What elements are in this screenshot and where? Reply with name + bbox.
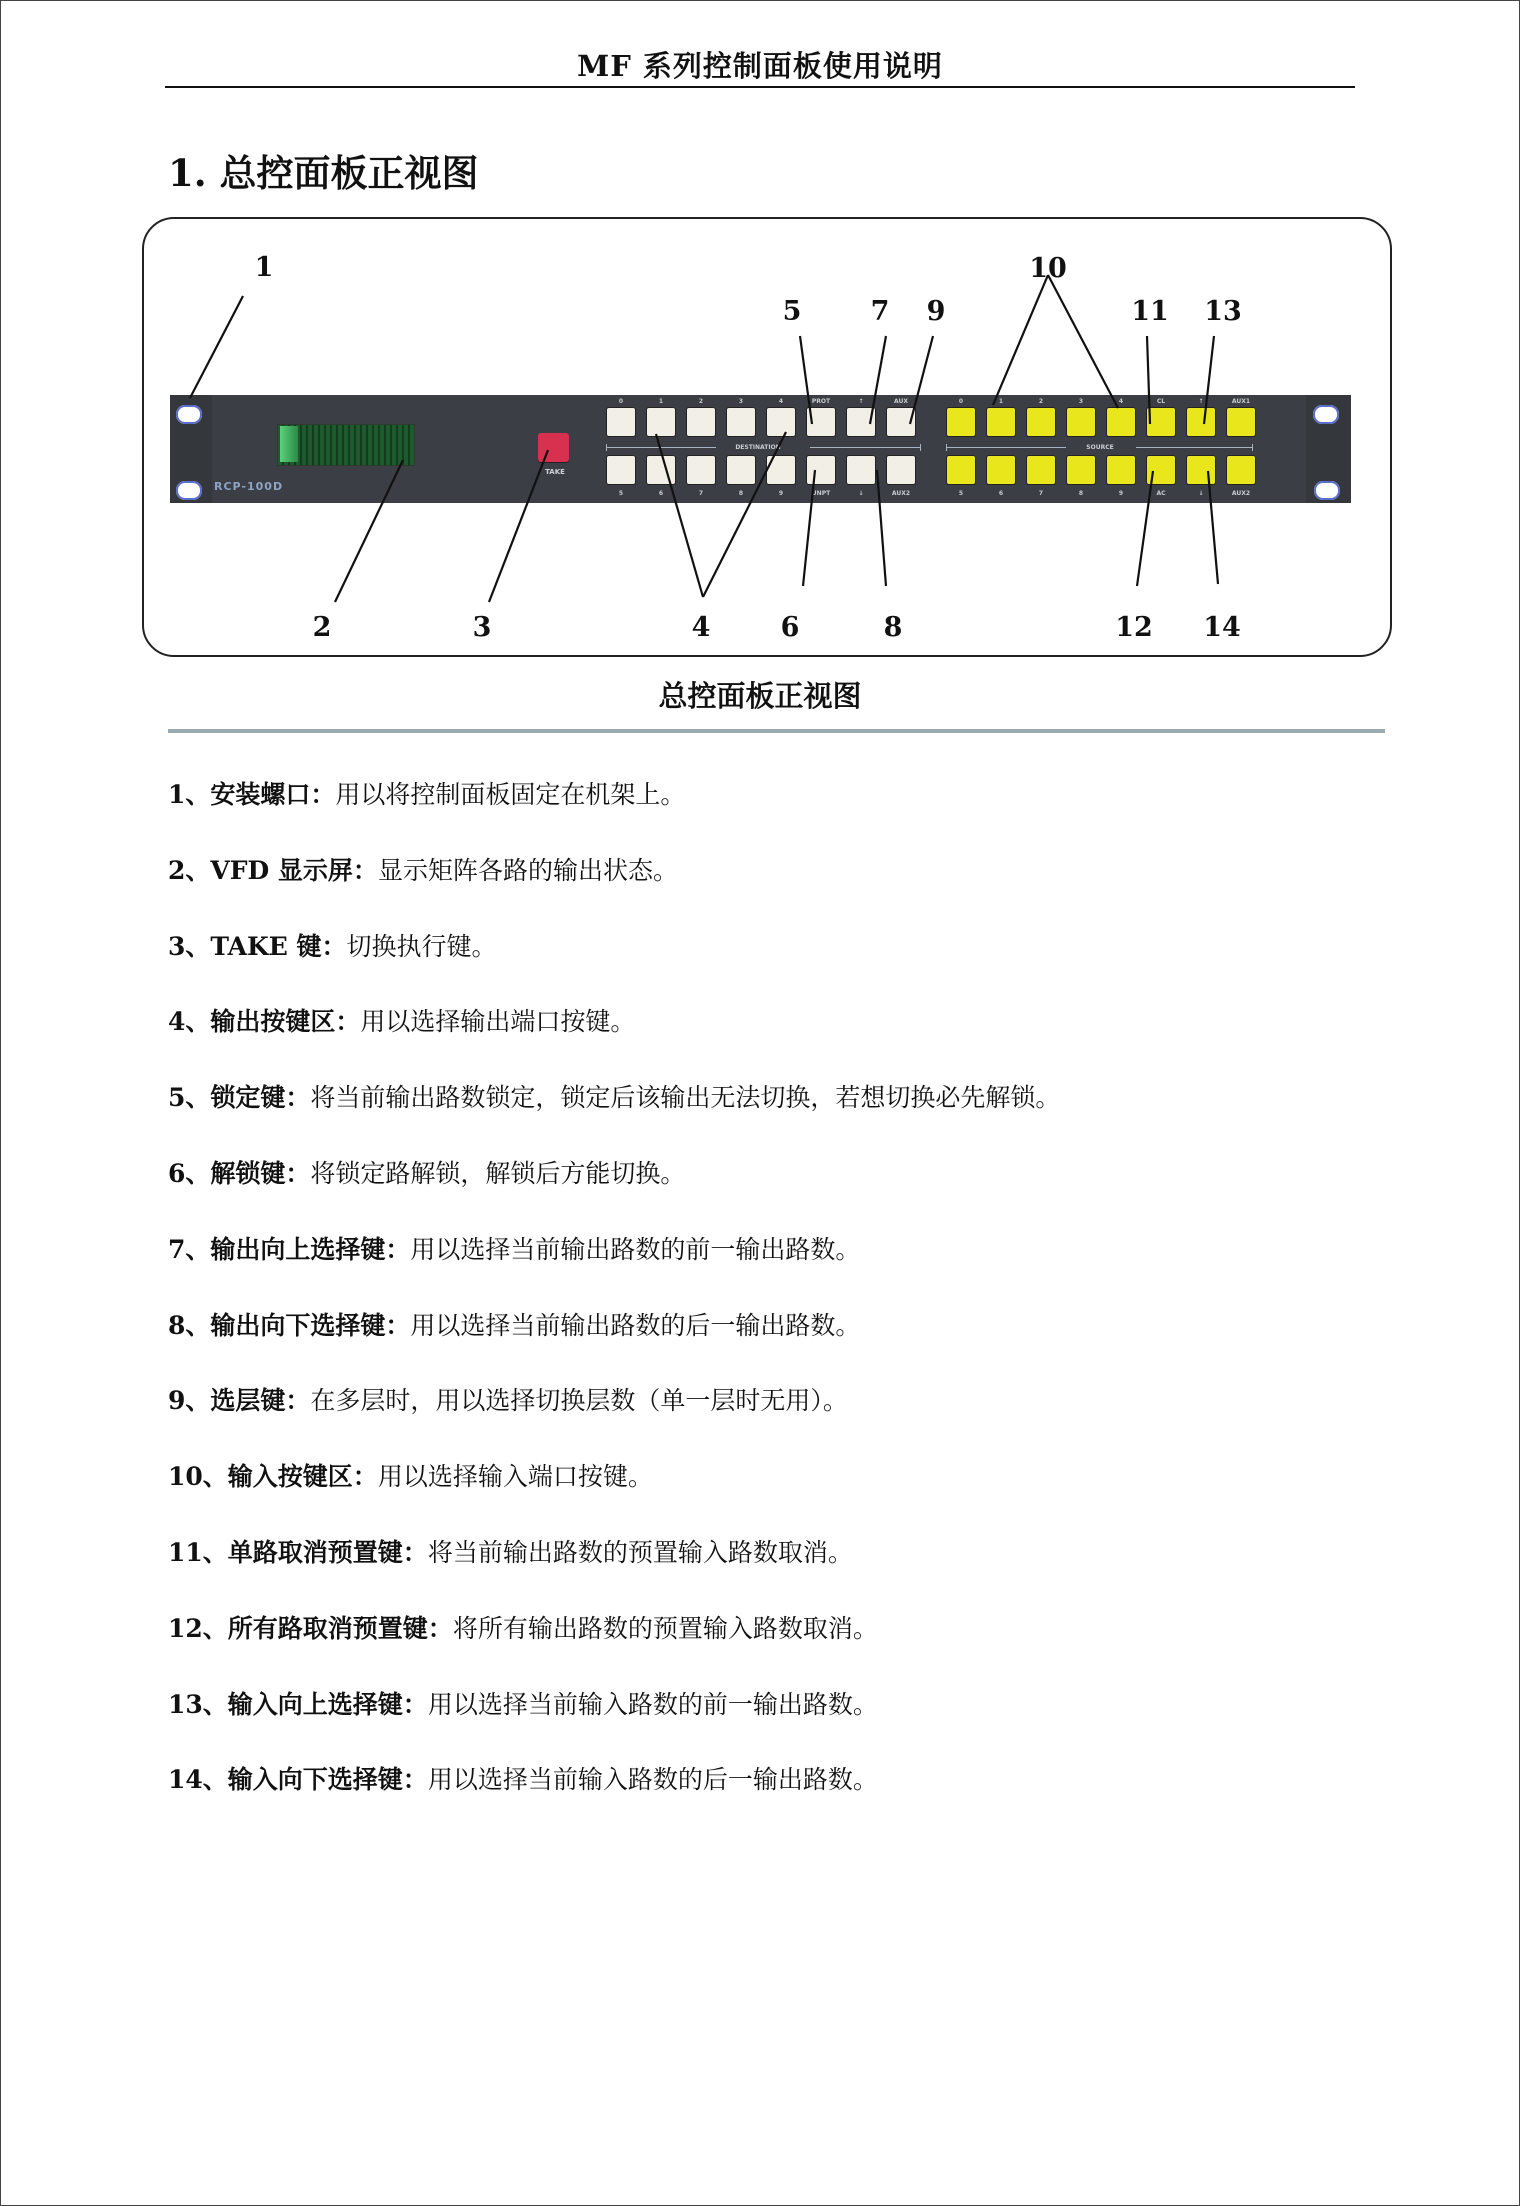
- vfd-glow: [280, 426, 298, 462]
- legend-item-num: 6、: [168, 1159, 211, 1188]
- callout-3: 3: [472, 612, 492, 643]
- legend-item-desc: 将锁定路解锁，解锁后方能切换。: [310, 1159, 686, 1188]
- take-key: [538, 433, 569, 462]
- destination-key: [606, 455, 636, 485]
- source-key: [986, 407, 1016, 437]
- callout-14: 14: [1203, 612, 1241, 643]
- figure-caption: 总控面板正视图: [658, 679, 862, 713]
- source-key: [1026, 407, 1056, 437]
- legend-item-num: 3、: [168, 931, 211, 961]
- source-bottom-key-label: AC: [1156, 490, 1166, 497]
- callout-6: 6: [780, 612, 800, 643]
- destination-key: [646, 455, 676, 485]
- callout-11: 11: [1131, 296, 1169, 327]
- legend-item-term: VFD 显示屏：: [210, 855, 378, 885]
- source-top-key-label: AUX1: [1231, 398, 1251, 405]
- source-key: [1106, 455, 1136, 485]
- callout-4: 4: [691, 612, 711, 643]
- source-group-rule: [946, 447, 1066, 448]
- destination-key: [766, 407, 796, 437]
- source-bottom-key-label: AUX2: [1231, 490, 1251, 497]
- source-key: [1226, 407, 1256, 437]
- legend-item: [168, 1685, 878, 1721]
- source-group-rule: [1136, 447, 1252, 448]
- destination-group-rule: [810, 447, 920, 448]
- callout-9: 9: [926, 296, 946, 327]
- legend-item: [168, 927, 497, 963]
- destination-top-key-label: PROT: [811, 398, 831, 405]
- source-key: [1146, 407, 1176, 437]
- rule-tick: [920, 444, 921, 451]
- destination-top-key-label: AUX: [894, 398, 908, 405]
- callout-7: 7: [870, 296, 890, 327]
- source-bottom-key-label: 6: [998, 490, 1004, 497]
- source-key: [1026, 455, 1056, 485]
- legend-item-desc: 用以选择输出端口按键。: [360, 1007, 636, 1037]
- source-key: [1066, 407, 1096, 437]
- document-title: MF 系列控制面板使用说明: [577, 49, 943, 83]
- rule-tick: [606, 444, 607, 451]
- legend-item-desc: 将所有输出路数的预置输入路数取消。: [452, 1613, 878, 1643]
- source-bottom-key-label: 8: [1078, 490, 1084, 497]
- legend-item-num: 4、: [168, 1007, 211, 1037]
- source-bottom-key-label: ↓: [1198, 490, 1204, 497]
- legend-item-num: 13、: [168, 1689, 228, 1719]
- destination-key: [646, 407, 676, 437]
- legend-item-term: 锁定键：: [210, 1083, 311, 1113]
- destination-key: [806, 407, 836, 437]
- destination-bottom-key-label: UNPT: [811, 490, 831, 497]
- source-top-key-label: 3: [1078, 398, 1084, 405]
- rule-tick: [946, 444, 947, 451]
- legend-item-num: 9、: [168, 1386, 211, 1416]
- legend-item-desc: 用以选择当前输入路数的前一输出路数。: [427, 1689, 878, 1719]
- legend-item-desc: 用以选择输入端口按键。: [377, 1462, 653, 1492]
- legend-item-term: 输入向上选择键：: [227, 1689, 428, 1719]
- source-key: [1066, 455, 1096, 485]
- destination-bottom-key-label: 8: [738, 490, 744, 497]
- mount-hole-icon: [176, 481, 202, 500]
- legend-item-num: 11、: [168, 1538, 228, 1567]
- destination-bottom-key-label: 9: [778, 490, 784, 497]
- legend-item-term: 输入按键区：: [227, 1462, 378, 1492]
- source-bottom-key-label: 5: [958, 490, 964, 497]
- source-top-key-label: 2: [1038, 398, 1044, 405]
- callout-13: 13: [1204, 296, 1242, 327]
- legend-item-num: 10、: [168, 1462, 228, 1492]
- legend-item: [168, 1381, 848, 1417]
- legend-item-desc: 用以选择当前输出路数的后一输出路数。: [410, 1310, 861, 1340]
- destination-key: [806, 455, 836, 485]
- legend-item-term: 输出向上选择键：: [210, 1234, 411, 1264]
- title-divider: [165, 86, 1355, 88]
- legend-item-desc: 切换执行键。: [346, 931, 497, 961]
- legend-item-term: 解锁键：: [210, 1159, 311, 1188]
- legend-item: [168, 1154, 685, 1190]
- destination-key: [686, 455, 716, 485]
- source-key: [946, 455, 976, 485]
- legend-item-num: 14、: [168, 1765, 228, 1795]
- legend-item: [168, 1457, 653, 1493]
- source-key: [1106, 407, 1136, 437]
- source-top-key-label: ↑: [1198, 398, 1204, 405]
- source-key: [1226, 455, 1256, 485]
- destination-key: [886, 407, 916, 437]
- legend-item-desc: 用以选择当前输入路数的后一输出路数。: [427, 1765, 878, 1795]
- destination-key: [846, 455, 876, 485]
- destination-bottom-key-label: 5: [618, 490, 624, 497]
- destination-top-key-label: 2: [698, 398, 704, 405]
- legend-item: [168, 1533, 853, 1569]
- destination-key: [726, 407, 756, 437]
- source-key: [946, 407, 976, 437]
- legend-item-term: 输出按键区：: [210, 1007, 361, 1037]
- callout-8: 8: [883, 612, 903, 643]
- legend-item-desc: 将当前输出路数的预置输入路数取消。: [427, 1538, 853, 1567]
- section-heading: 1. 总控面板正视图: [168, 151, 479, 195]
- model-label: RCP-100D: [214, 480, 284, 493]
- legend-item-desc: 在多层时，用以选择切换层数（单一层时无用）。: [310, 1386, 848, 1416]
- destination-key: [766, 455, 796, 485]
- mount-hole-icon: [176, 405, 202, 424]
- legend-item-term: 安装螺口：: [210, 780, 336, 809]
- legend-item: [168, 1306, 860, 1342]
- rule-tick: [1252, 444, 1253, 451]
- source-group-label: SOURCE: [1086, 444, 1114, 451]
- callout-10: 10: [1029, 253, 1067, 284]
- destination-group-label: DESTINATION: [735, 444, 781, 451]
- destination-bottom-key-label: 6: [658, 490, 664, 497]
- destination-bottom-key-label: 7: [698, 490, 704, 497]
- source-key: [1186, 407, 1216, 437]
- destination-key: [686, 407, 716, 437]
- legend-item-num: 12、: [168, 1613, 228, 1643]
- legend-item: [168, 1230, 860, 1266]
- legend-item-term: 单路取消预置键：: [227, 1538, 428, 1567]
- legend-item-desc: 用以将控制面板固定在机架上。: [335, 780, 686, 809]
- mount-hole-icon: [1313, 405, 1339, 424]
- legend-item-term: 所有路取消预置键：: [227, 1613, 453, 1643]
- source-top-key-label: 4: [1118, 398, 1124, 405]
- destination-top-key-label: ↑: [858, 398, 864, 405]
- legend-item: [168, 851, 678, 887]
- destination-key: [606, 407, 636, 437]
- callout-1: 1: [254, 252, 274, 283]
- legend-item: [168, 775, 685, 811]
- legend-item-term: 输出向下选择键：: [210, 1310, 411, 1340]
- legend-item-term: TAKE 键：: [210, 931, 347, 961]
- legend-item-term: 选层键：: [210, 1386, 311, 1416]
- source-bottom-key-label: 7: [1038, 490, 1044, 497]
- legend-item-num: 7、: [168, 1234, 211, 1264]
- legend-item-desc: 显示矩阵各路的输出状态。: [377, 855, 678, 885]
- destination-group-rule: [606, 447, 716, 448]
- legend-item: [168, 1609, 878, 1645]
- destination-key: [726, 455, 756, 485]
- section-divider: [168, 729, 1385, 733]
- legend-item: [168, 1760, 878, 1796]
- legend-item: [168, 1002, 635, 1038]
- destination-bottom-key-label: AUX2: [891, 490, 911, 497]
- source-top-key-label: 0: [958, 398, 964, 405]
- destination-top-key-label: 0: [618, 398, 624, 405]
- source-top-key-label: CL: [1156, 398, 1166, 405]
- legend-item-num: 1、: [168, 780, 211, 809]
- legend-item: [168, 1078, 1060, 1114]
- legend-item-desc: 用以选择当前输出路数的前一输出路数。: [410, 1234, 861, 1264]
- source-key: [1146, 455, 1176, 485]
- destination-top-key-label: 1: [658, 398, 664, 405]
- source-key: [986, 455, 1016, 485]
- destination-key: [886, 455, 916, 485]
- source-bottom-key-label: 9: [1118, 490, 1124, 497]
- callout-5: 5: [782, 296, 802, 327]
- callout-12: 12: [1115, 612, 1153, 643]
- take-key-label: TAKE: [545, 468, 565, 476]
- destination-bottom-key-label: ↓: [858, 490, 864, 497]
- callout-2: 2: [312, 612, 332, 643]
- destination-top-key-label: 4: [778, 398, 784, 405]
- legend-item-num: 8、: [168, 1310, 211, 1340]
- source-top-key-label: 1: [998, 398, 1004, 405]
- mount-hole-icon: [1314, 481, 1340, 500]
- destination-key: [846, 407, 876, 437]
- legend-item-num: 5、: [168, 1083, 211, 1113]
- legend-item-desc: 将当前输出路数锁定，锁定后该输出无法切换，若想切换必先解锁。: [310, 1083, 1061, 1113]
- destination-top-key-label: 3: [738, 398, 744, 405]
- source-key: [1186, 455, 1216, 485]
- legend-item-term: 输入向下选择键：: [227, 1765, 428, 1795]
- legend-item-num: 2、: [168, 855, 211, 885]
